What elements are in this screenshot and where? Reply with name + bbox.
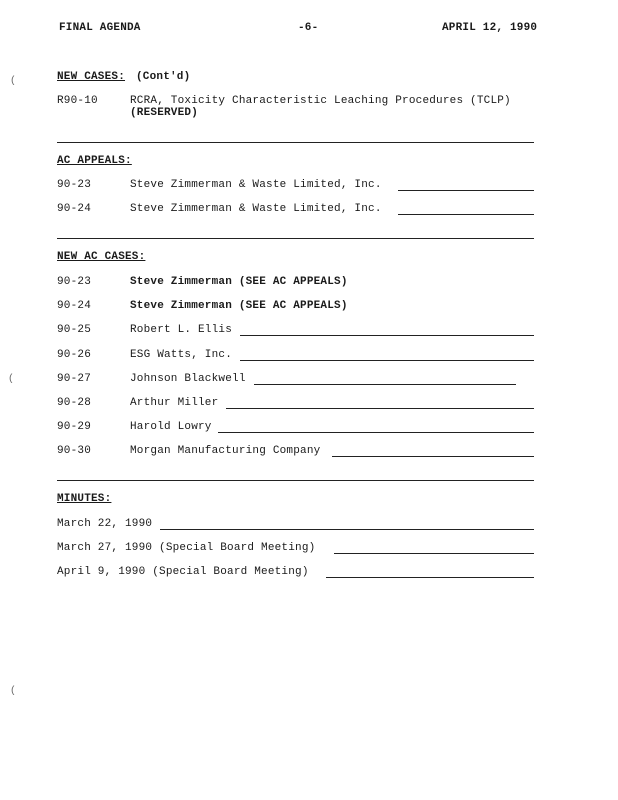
case-title: RCRA, Toxicity Characteristic Leaching Procedures (TCLP) [130,95,511,107]
minutes-entry: April 9, 1990 (Special Board Meeting) [57,566,309,578]
case-number: R90-10 [57,95,98,107]
section-heading-ac-appeals: AC APPEALS: [57,155,132,167]
case-number: 90-24 [57,300,92,312]
case-title: Johnson Blackwell [130,373,246,385]
minutes-entry: March 27, 1990 (Special Board Meeting) [57,542,316,554]
case-title: Steve Zimmerman (SEE AC APPEALS) [130,300,348,312]
leader-line [334,553,534,554]
header-title: FINAL AGENDA [59,22,141,34]
section-divider [57,480,534,481]
page-number: -6- [298,22,319,34]
leader-line [398,190,534,191]
leader-line [226,408,534,409]
case-title: Arthur Miller [130,397,219,409]
binding-hole-mark: ( [10,76,17,87]
section-heading-minutes: MINUTES: [57,493,112,505]
leader-line [218,432,534,433]
section-heading-suffix: (Cont'd) [136,71,191,83]
case-number: 90-24 [57,203,92,215]
case-number: 90-29 [57,421,92,433]
case-title: ESG Watts, Inc. [130,349,233,361]
leader-line [240,360,534,361]
section-heading-new-ac-cases: NEW AC CASES: [57,251,146,263]
minutes-entry: March 22, 1990 [57,518,153,530]
case-title: Steve Zimmerman (SEE AC APPEALS) [130,276,348,288]
case-title: Morgan Manufacturing Company [130,445,321,457]
binding-hole-mark: ( [10,686,17,697]
case-title: Harold Lowry [130,421,212,433]
case-number: 90-28 [57,397,92,409]
leader-line [332,456,534,457]
section-divider [57,142,534,143]
case-title: Robert L. Ellis [130,324,233,336]
section-heading-new-cases: NEW CASES: [57,71,126,83]
leader-line [160,529,534,530]
binding-hole-mark: ( [8,374,15,385]
header-date: APRIL 12, 1990 [442,22,538,34]
case-number: 90-25 [57,324,92,336]
case-number: 90-26 [57,349,92,361]
leader-line [326,577,534,578]
case-number: 90-23 [57,276,92,288]
leader-line [254,384,516,385]
case-number: 90-27 [57,373,92,385]
section-divider [57,238,534,239]
case-title: Steve Zimmerman & Waste Limited, Inc. [130,179,382,191]
leader-line [398,214,534,215]
case-number: 90-30 [57,445,92,457]
case-number: 90-23 [57,179,92,191]
case-title: Steve Zimmerman & Waste Limited, Inc. [130,203,382,215]
case-status: (RESERVED) [130,107,199,119]
leader-line [240,335,534,336]
